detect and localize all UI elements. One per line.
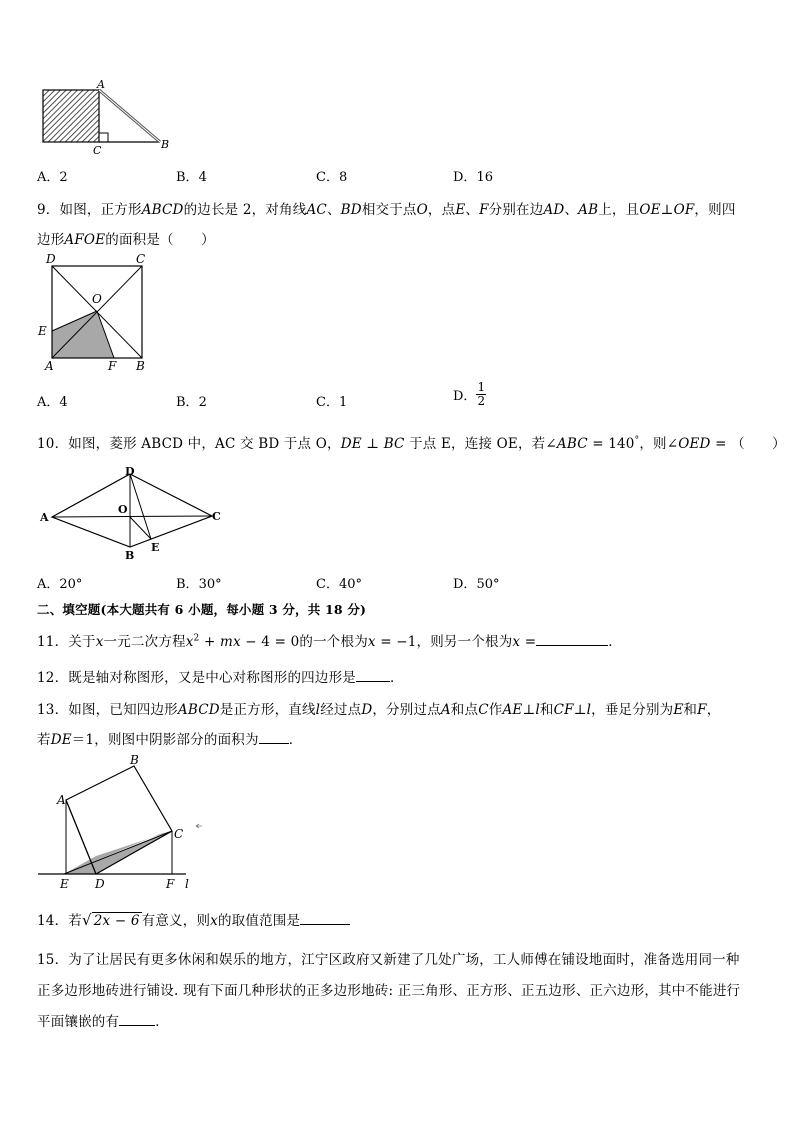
q10-option-d: D．50° [453,577,500,592]
q14-question: 14．若√ 2x − 6 有意义，则x的取值范围是 [37,909,350,929]
q13-label-e: E [60,877,69,891]
q8-shaded-square [43,90,99,142]
q10-label-o: O [118,503,128,516]
q15-question-line1: 15．为了让居民有更多休闲和娱乐的地方，江宁区政府又新建了几处广场，工人师傅在铺设地面时，准备选用同一种 [37,952,740,968]
q10-label-e: E [151,541,160,554]
q8-figure [38,78,178,158]
q13-label-d: D [95,877,105,891]
q9-option-a: A．4 [37,395,68,410]
q13-answer-blank[interactable] [259,731,289,744]
q13-label-f: F [166,877,175,891]
q8-label-c: C [93,144,102,157]
q8-option-d: D．16 [453,170,493,185]
q9-label-c: C [136,252,146,266]
q14-answer-blank[interactable] [300,912,350,925]
q13-label-c: C [174,827,184,841]
q8-option-c: C．8 [316,170,348,185]
q13-figure [36,752,216,894]
q13-label-b: B [130,753,139,767]
q9-question-line2: 边形AFOE的面积是（ ） [37,232,215,248]
q9-option-b: B．2 [176,395,207,410]
q9-label-a: A [45,359,54,373]
q8-label-a: A [97,78,105,91]
q15-answer-blank[interactable] [119,1013,155,1026]
q10-option-a: A．20° [37,577,83,592]
q10-option-c: C．40° [316,577,362,592]
q8-option-b: B．4 [176,170,207,185]
section-heading-fill-in: 二、填空题(本大题共有 6 小题，每小题 3 分，共 18 分) [37,602,367,617]
q9-label-e: E [38,324,47,338]
q9-option-c: C．1 [316,395,348,410]
q8-option-a: A．2 [37,170,68,185]
q9-shaded-quadrilateral [52,311,114,358]
q15-question-line2: 正多边形地砖进行铺设. 现有下面几种形状的正多边形地砖: 正三角形、正方形、正五边形、正六边形，其中不能进行 [37,983,741,999]
q15-question-line3: 平面镶嵌的有 ． [37,1014,169,1030]
q9-question-line1: 9．如图，正方形ABCD的边长是 2，对角线AC、BD相交于点O，点E、F分别在边AD、AB上，且OE⊥OF，则四 [37,202,736,218]
q8-label-b: B [161,138,170,151]
q9-option-d-fraction: $\frac{1}{2}$ [477,380,486,408]
q10-label-a: A [40,511,49,524]
q11-answer-blank[interactable] [536,633,608,646]
q9-option-d: D． $\frac{1}{2}$ [453,380,486,408]
q9-figure [36,251,156,373]
q13-question-line2: 若DE＝1，则图中阴影部分的面积为 ． [37,732,303,748]
q12-question: 12．既是轴对称图形，又是中心对称图形的四边形是 ． [37,670,404,686]
q10-figure [38,463,228,561]
q8-right-angle-mark [99,133,108,142]
q10-label-d: D [125,465,135,478]
q13-question-line1: 13．如图，已知四边形ABCD是正方形，直线l经过点D，分别过点A和点C作AE⊥l和CF⊥l，垂足分别为E和F， [37,702,721,718]
q14-sqrt: √ 2x − 6 [81,911,140,929]
q13-label-a: A [57,793,66,807]
q9-label-b: B [136,359,145,373]
q10-label-c: C [212,510,221,523]
q12-answer-blank[interactable] [356,669,390,682]
q13-small-arrow-mark [196,824,202,828]
q13-label-l: l [185,877,189,891]
q9-label-f: F [108,359,117,373]
q11-question: 11．关于x一元二次方程$x^2$ + mx − 4 = 0的一个根为x = −1，则另一个根为x = ． [37,633,622,650]
q10-rhombus [52,474,212,547]
q10-option-b: B．30° [176,577,222,592]
q9-label-o: O [92,292,102,306]
q10-label-b: B [125,549,135,561]
q10-question: 10．如图，菱形 ABCD 中，AC 交 BD 于点 O，DE ⊥ BC 于点 E，连接 OE，若∠ABC = 140°，则∠OED = （ ） [37,435,786,452]
q9-label-d: D [46,252,56,266]
